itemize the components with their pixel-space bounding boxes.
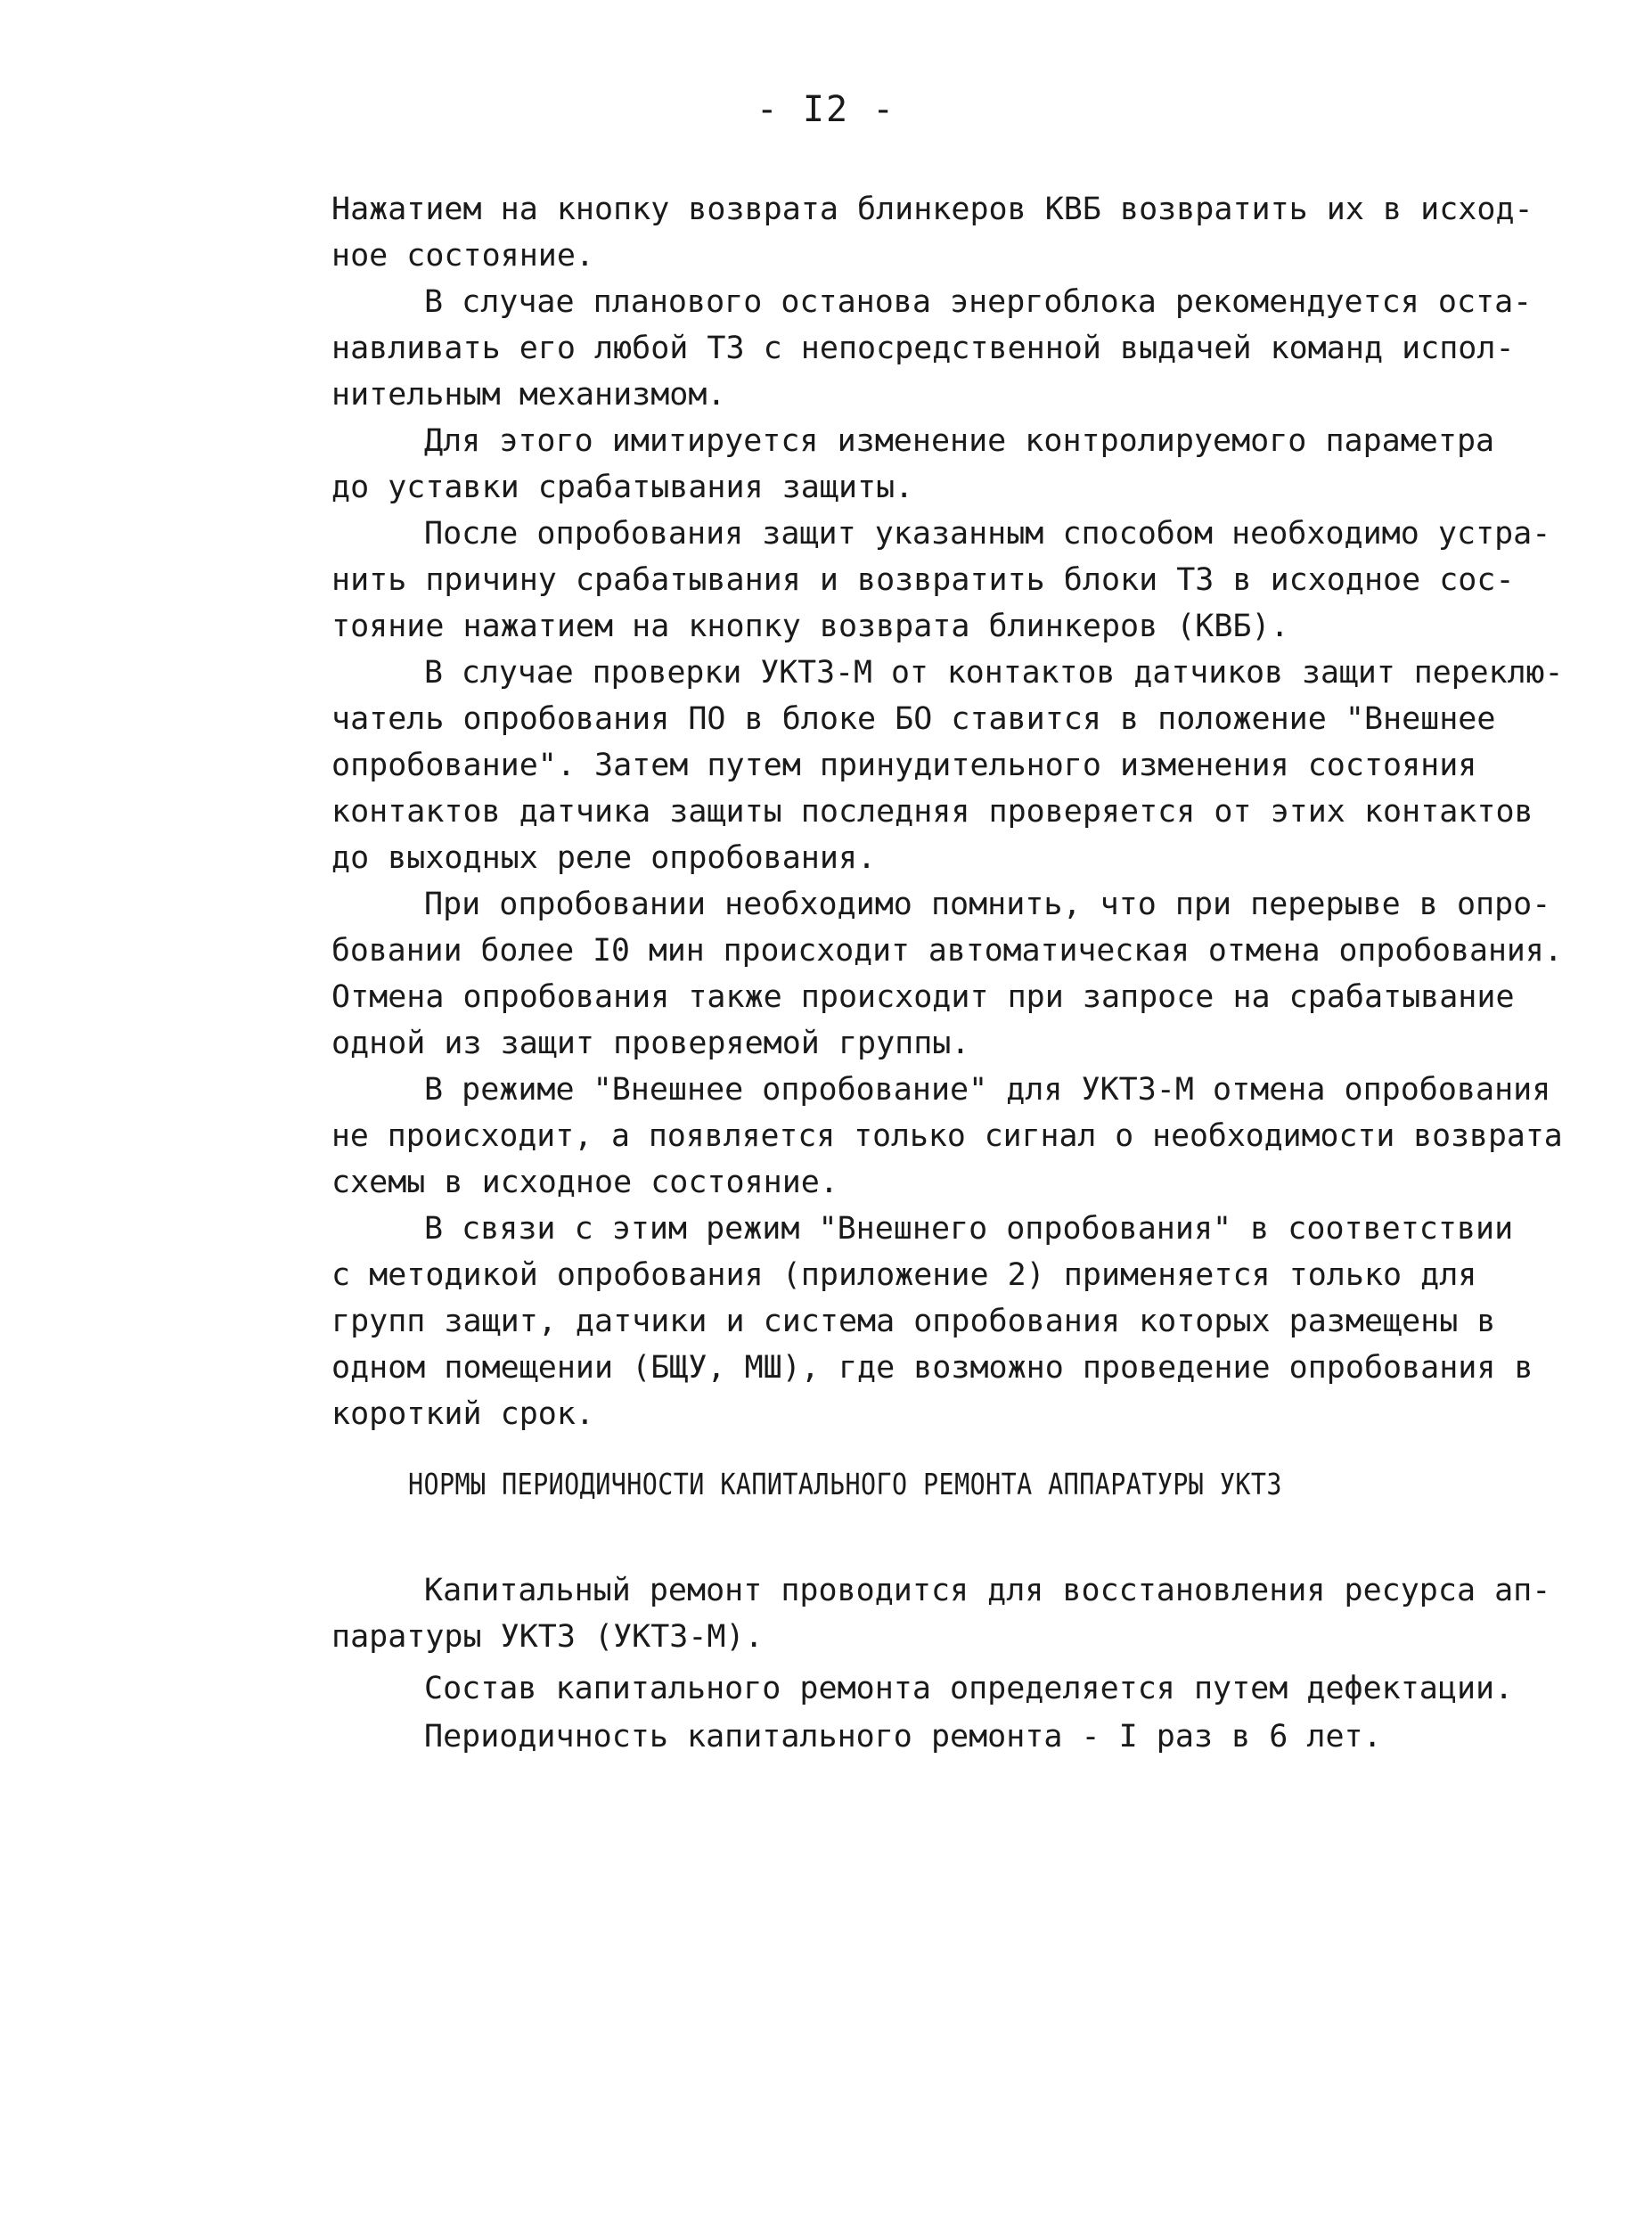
text-line: Периодичность капитального ремонта - I раз в 6 лет.	[424, 1719, 1382, 1755]
text-line: ное состояние.	[331, 238, 595, 274]
text-line: паратуры УКТЗ (УКТЗ-М).	[331, 1619, 764, 1655]
text-line: В случае проверки УКТЗ-М от контактов датчиков защит переклю-	[424, 655, 1564, 691]
text-line: В связи с этим режим "Внешнего опробования" в соответствии	[424, 1211, 1514, 1247]
section-heading: НОРМЫ ПЕРИОДИЧНОСТИ КАПИТАЛЬНОГО РЕМОНТА АППАРАТУРЫ УКТЗ	[408, 1467, 1282, 1501]
text-line: тояние нажатием на кнопку возврата блинкеров (КВБ).	[331, 609, 1289, 644]
text-line: с методикой опробования (приложение 2) применяется только для	[331, 1257, 1477, 1293]
text-line: одной из защит проверяемой группы.	[331, 1026, 970, 1061]
text-line: групп защит, датчики и система опробования которых размещены в	[331, 1304, 1496, 1339]
text-line: В случае планового останова энергоблока рекомендуется оста-	[424, 284, 1533, 320]
text-line: одном помещении (БЩУ, МШ), где возможно проведение опробования в	[331, 1350, 1533, 1386]
text-line: до уставки срабатывания защиты.	[331, 470, 914, 505]
text-line: нительным механизмом.	[331, 377, 726, 413]
text-line: не происходит, а появляется только сигнал о необходимости возврата	[331, 1118, 1563, 1154]
text-line: Для этого имитируется изменение контролируемого параметра	[424, 423, 1495, 459]
text-line: навливать его любой ТЗ с непосредственной выдачей команд испол-	[331, 331, 1515, 366]
text-line: Нажатием на кнопку возврата блинкеров КВБ возвратить их в исход-	[331, 192, 1533, 227]
text-line: бовании более I0 мин происходит автоматическая отмена опробования.	[331, 933, 1563, 969]
page-number: - I2 -	[756, 89, 896, 130]
text-line: короткий срок.	[331, 1396, 595, 1432]
text-line: опробование". Затем путем принудительного изменения состояния	[331, 748, 1477, 783]
text-line: Состав капитального ремонта определяется путем дефектации.	[424, 1671, 1514, 1706]
text-line: После опробования защит указанным способом необходимо устра-	[424, 516, 1551, 552]
text-line: контактов датчика защиты последняя проверяется от этих контактов	[331, 794, 1533, 830]
text-line: нить причину срабатывания и возвратить блоки ТЗ в исходное сос-	[331, 562, 1515, 598]
text-line: Капитальный ремонт проводится для восстановления ресурса ап-	[424, 1573, 1551, 1608]
text-line: В режиме "Внешнее опробование" для УКТЗ-М отмена опробования	[424, 1072, 1551, 1108]
text-line: до выходных реле опробования.	[331, 840, 877, 876]
text-line: чатель опробования ПО в блоке БО ставится в положение "Внешнее	[331, 701, 1496, 737]
text-line: При опробовании необходимо помнить, что при перерыве в опро-	[424, 887, 1551, 922]
text-line: схемы в исходное состояние.	[331, 1165, 838, 1200]
text-line: Отмена опробования также происходит при запросе на срабатывание	[331, 979, 1515, 1015]
